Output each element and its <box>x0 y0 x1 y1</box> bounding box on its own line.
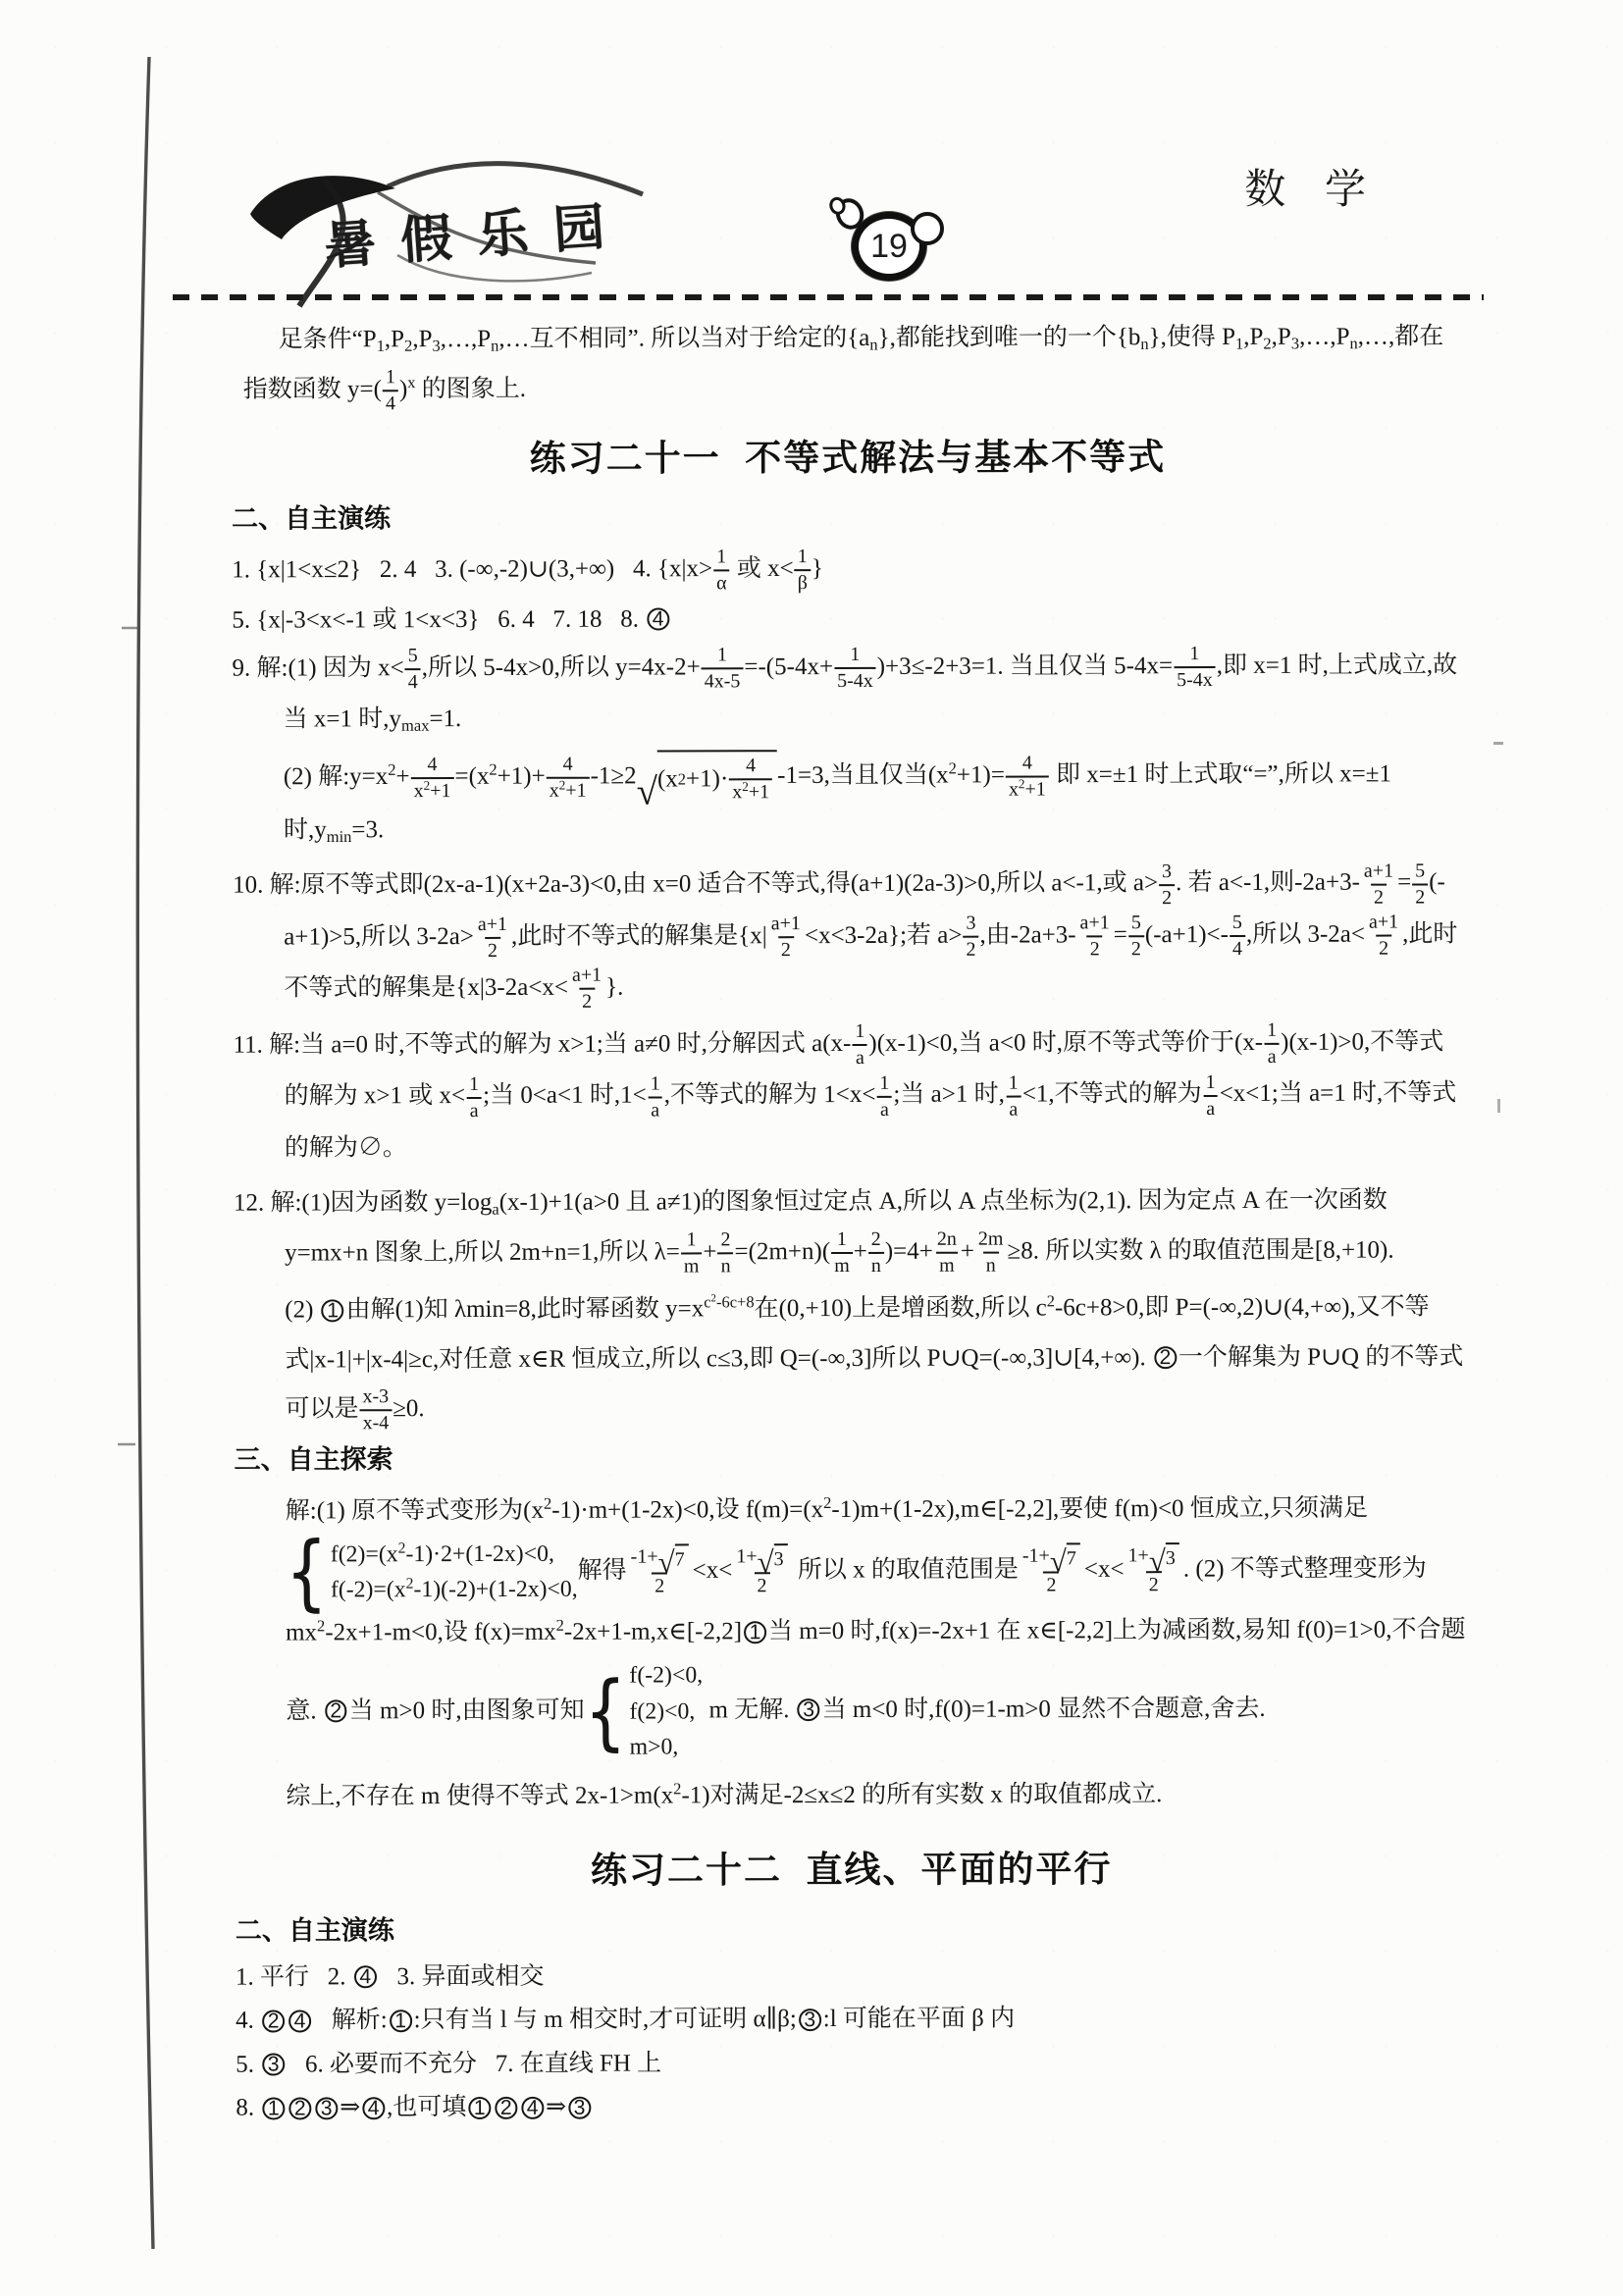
scan-artifact <box>1493 742 1503 745</box>
answer-paragraph: 1. {x|1<x≤2} 2. 4 3. (-∞,-2)∪(3,+∞) 4. {x|x> $\frac{1}{\alpha}$ 或 x< $\frac{1}{\beta}$ } <box>232 543 1464 597</box>
dashed-divider <box>173 294 1484 300</box>
subject-label: 数 学 <box>1244 166 1380 212</box>
exercise-heading: 练习二十二 直线、平面的平行 <box>590 1848 1113 1891</box>
section-subheading: 三、自主探索 <box>234 1444 393 1475</box>
answer-paragraph: (2) 1 由解(1)知 λmin=8,此时幂函数 $y=x^{c^2-6c+8}$在(0,+10)上是增函数,所以 $c^2-6c+8>0$,即 P=(-∞,2)∪(4,+∞),又不等式|x-1|+|x-4|≥c,对任意 x∈R 恒成立,所以 c≤3,即 Q=(-∞,3]所以 P∪Q=(-∞,3]∪[4,+∞). 2 一个解集为 P∪Q 的不等式可以是 $\frac{x-3}{x-4}$ ≥0. <box>234 1282 1466 1436</box>
answer-paragraph: 12. 解:(1)因为函数 $y=\log_a(x-1)+1(a>0$ 且 a≠1)的图象恒过定点 A,所以 A 点坐标为(2,1). 因为定点 A 在一次函数 y=mx+n 图象上,所以 2m+n=1,所以 λ= $\frac{1}{m}$ + $\frac{2}{n}$ =(2m+n)( $\frac{1}{m}$ + $\frac{2}{n}$ )=4+ $\frac{2n}{m}$ + $\frac{2m}{n}$ ≥8. 所以实数 λ 的取值范围是[8,+10). <box>234 1176 1466 1280</box>
scan-artifact <box>1497 1099 1500 1113</box>
series-logo <box>231 137 711 309</box>
answer-paragraph: 综上,不存在 m 使得不等式 $2x-1>m(x^2-1)$对满足-2≤x≤2 的所有实数 x 的取值都成立. <box>286 1779 1163 1810</box>
badge-ear-right-icon <box>911 212 944 245</box>
answer-paragraph: (2) 解$:y=x^2+$ $\frac{4}{x^2+1}$ $=(x^2+1)+$ $\frac{4}{x^2+1}$ -1≥2 √ (x 2 +1)· 4 $x^2+1$ -1=3,当且仅当$(x^2+1)=$ $\frac{4}{x^2+1}$ 即 x=±1 时上式取“=”,所以 x=±1 时$,y_{min}=3$. <box>233 748 1465 856</box>
answer-paragraph: 4. 2 4 解析: 1 :只有当 l 与 m 相交时,才可证明 α∥β; 3 :l 可能在平面 β 内 <box>236 2005 1016 2034</box>
answer-paragraph: 9. 解:(1) 因为 x< $\frac{5}{4}$ ,所以 5-4x>0,所以 y=4x-2+ $\frac{1}{4x-5}$ =-(5-4x+ $\frac{1}{5-4x}$ )+3≤-2+3=1. 当且仅当 5-4x= $\frac{1}{5-4x}$ ,即 x=1 时,上式成立,故当 x=1 时$,y_{max}=1$. <box>232 643 1458 736</box>
answer-paragraph: 足条件“$P_1,P_2,P_3,\dots,P_n,\dots$互不相同”. 所以当对于给定的$\{a_n\}$,都能找到唯一的一个$\{b_n\}$,使得 $P_1,P_2,P_3,\dots,P_n,\dots$,都在指数函数 y=( $\frac{1}{4}$ )$^x$ 的图象上. <box>232 312 1464 416</box>
answer-paragraph: 5. 3 6. 必要而不充分 7. 在直线 FH 上 <box>236 2050 662 2078</box>
page-number: 19 <box>852 212 926 281</box>
section-subheading: 二、自主演练 <box>235 1914 394 1946</box>
section-subheading: 二、自主演练 <box>232 503 392 534</box>
exercise-heading: 练习二十一 不等式解法与基本不等式 <box>529 436 1167 479</box>
book-spine-edge-line <box>116 39 175 2267</box>
answer-paragraph: 解:(1) 原不等式变形为$(x^2-1)\cdot m+(1-2x)<0$,设 $f(m)=(x^2-1)m+(1-2x),m\in[-2,2]$,要使 f(m)<0 恒成立,只须满足 { $f(2)=(x^2-1)\cdot 2+(1-2x)<0$, $f(-2)=(x^2-1)(-2)+(1-2x)<0$, 解得 -1+ √ 7 2 <x< 1+ √ 3 2 所以 x 的取值范围是 -1+ √ 7 2 <x< 1+ √ 3 2 . (2) 不等式整理变形为 $mx^2-2x+1-m<0$,设 $f(x)=mx^2-2x+1-m,x\in[-2,2]$ 1 当 m=0 时,f(x)=-2x+1 在 x∈[-2,2]上为减函数,易知 f(0)=1>0,不合题意. 2 当 m>0 时,由图象可知 { f(-2)<0, f(2)<0, m>0, m 无解. 3 当 m<0 时,f(0)=1-m>0 显然不合题意,舍去. <box>285 1493 1466 1760</box>
answer-paragraph: 10. 解:原不等式即(2x-a-1)(x+2a-3)<0,由 x=0 适合不等式,得(a+1)(2a-3)>0,所以 a<-1,或 a> $\frac{3}{2}$ . 若 a<-1,则-2a+3- $\frac{a+1}{2}$ = $\frac{5}{2}$ (-a+1)>5,所以 3-2a> $\frac{a+1}{2}$ ,此时不等式的解集是{x| $\frac{a+1}{2}$ <x<3-2a};若 a> $\frac{3}{2}$ ,由-2a+3- $\frac{a+1}{2}$ = $\frac{5}{2}$ (-a+1)<- $\frac{5}{4}$ ,所以 3-2a< $\frac{a+1}{2}$ ,此时不等式的解集是{x|3-2a<x< $\frac{a+1}{2}$ }. <box>233 859 1465 1016</box>
series-logo-text: 暑假乐园 <box>322 197 633 276</box>
answer-content <box>232 312 1469 2132</box>
page-number-badge <box>852 212 926 281</box>
answer-paragraph: 8. 1 2 3 ⇒ 4 ,也可填 1 2 4 ⇒ 3 <box>236 2085 1468 2128</box>
answer-paragraph: 11. 解:当 a=0 时,不等式的解为 x>1;当 a≠0 时,分解因式 a(x- $\frac{1}{a}$ )(x-1)<0,当 a<0 时,原不等式等价于(x- $\frac{1}{a}$ )(x-1)>0,不等式的解为 x>1 或 x< $\frac{1}{a}$ ;当 0<a<1 时,1< $\frac{1}{a}$ ,不等式的解为 1<x< $\frac{1}{a}$ ;当 a>1 时, $\frac{1}{a}$ <1,不等式的解为 $\frac{1}{a}$ <x<1;当 a=1 时,不等式的解为∅。 <box>233 1019 1457 1162</box>
answer-paragraph: 5. {x|-3<x<-1 或 1<x<3} 6. 4 7. 18 8. 4 <box>232 598 1464 641</box>
answer-paragraph: 1. 平行 2. 4 3. 异面或相交 <box>235 1962 545 1991</box>
